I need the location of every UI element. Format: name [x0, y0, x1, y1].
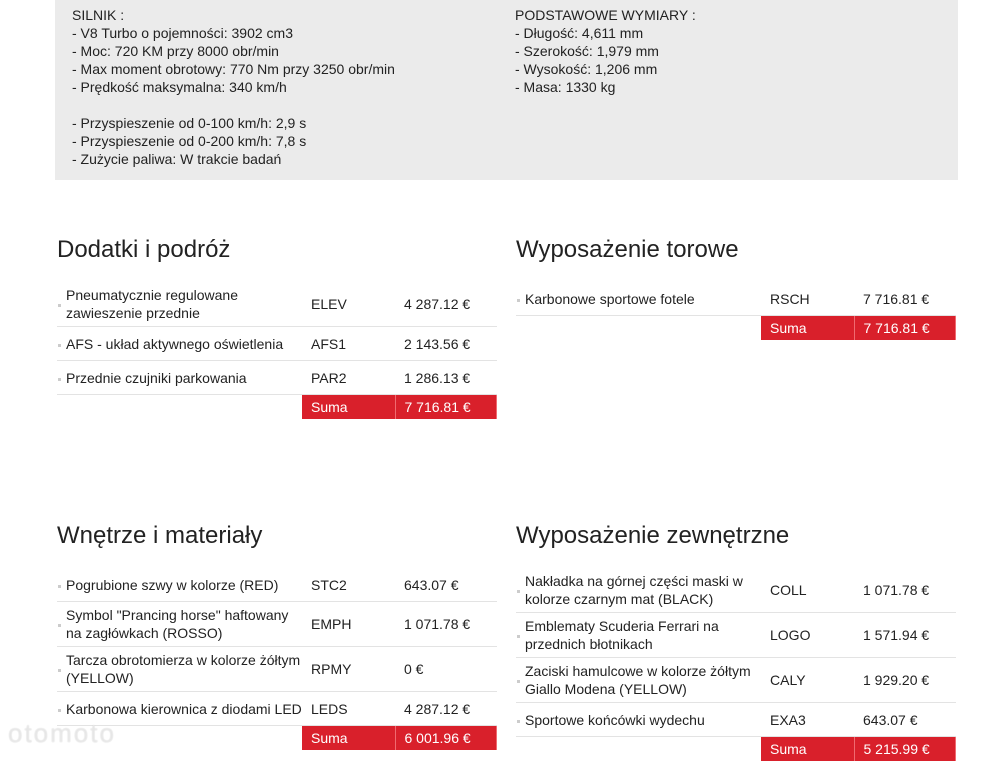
spec-line: - Przyspieszenie od 0-200 km/h: 7,8 s [72, 132, 395, 150]
option-code: RSCH [761, 282, 854, 316]
section-title: Wyposażenie zewnętrzne [516, 522, 956, 552]
dimension-specs [515, 6, 696, 96]
sum-value: 5 215.99 € [854, 737, 956, 761]
sum-row [516, 737, 956, 761]
sum-value: 6 001.96 € [395, 726, 497, 751]
option-code: LEDS [302, 692, 395, 726]
section-wyposazenie-zewnetrzne [516, 522, 956, 761]
option-name: Karbonowa kierownica z diodami LED [57, 692, 302, 726]
section-title: Dodatki i podróż [57, 236, 497, 266]
table-row [57, 361, 497, 395]
option-name: Pogrubione szwy w kolorze (RED) [57, 568, 302, 602]
sum-label: Suma [761, 737, 854, 761]
spec-line: - Długość: 4,611 mm [515, 24, 696, 42]
option-code: ELEV [302, 282, 395, 327]
table-row [57, 327, 497, 361]
option-price: 1 286.13 € [395, 361, 497, 395]
option-code: CALY [761, 658, 854, 703]
option-price: 7 716.81 € [854, 282, 956, 316]
option-name: Symbol "Prancing horse" haftowany na zagłówkach (ROSSO) [57, 602, 302, 647]
spec-line: - Przyspieszenie od 0-100 km/h: 2,9 s [72, 114, 395, 132]
spec-line: - Prędkość maksymalna: 340 km/h [72, 78, 395, 96]
option-name: Zaciski hamulcowe w kolorze żółtym Giallo Modena (YELLOW) [516, 658, 761, 703]
sum-value: 7 716.81 € [854, 316, 956, 341]
option-name: AFS - układ aktywnego oświetlenia [57, 327, 302, 361]
spec-box [55, 0, 958, 180]
option-code: LOGO [761, 613, 854, 658]
option-code: EXA3 [761, 703, 854, 737]
engine-specs [72, 6, 395, 168]
table-row [57, 282, 497, 327]
option-code: COLL [761, 568, 854, 613]
spec-line: - Masa: 1330 kg [515, 78, 696, 96]
options-table [57, 282, 497, 419]
watermark-logo: otomoto [8, 718, 116, 749]
option-price: 1 071.78 € [854, 568, 956, 613]
table-row [516, 658, 956, 703]
option-price: 0 € [395, 647, 497, 692]
table-row [57, 647, 497, 692]
option-price: 643.07 € [395, 568, 497, 602]
table-row [57, 568, 497, 602]
spec-line: - Szerokość: 1,979 mm [515, 42, 696, 60]
table-row [516, 282, 956, 316]
option-price: 2 143.56 € [395, 327, 497, 361]
section-wyposazenie-torowe [516, 236, 956, 340]
sum-row [57, 395, 497, 420]
spec-line: SILNIK : [72, 6, 395, 24]
spec-line: - Zużycie paliwa: W trakcie badań [72, 150, 395, 168]
option-name: Karbonowe sportowe fotele [516, 282, 761, 316]
table-row [57, 602, 497, 647]
option-price: 4 287.12 € [395, 692, 497, 726]
option-price: 643.07 € [854, 703, 956, 737]
option-code: RPMY [302, 647, 395, 692]
option-name: Tarcza obrotomierza w kolorze żółtym (YELLOW) [57, 647, 302, 692]
spec-line: - V8 Turbo o pojemności: 3902 cm3 [72, 24, 395, 42]
options-table [57, 568, 497, 750]
spec-line: PODSTAWOWE WYMIARY : [515, 6, 696, 24]
spec-line: - Moc: 720 KM przy 8000 obr/min [72, 42, 395, 60]
option-name: Przednie czujniki parkowania [57, 361, 302, 395]
option-price: 4 287.12 € [395, 282, 497, 327]
sum-row [516, 316, 956, 341]
option-code: PAR2 [302, 361, 395, 395]
option-name: Emblematy Scuderia Ferrari na przednich błotnikach [516, 613, 761, 658]
spec-line: - Wysokość: 1,206 mm [515, 60, 696, 78]
sum-label: Suma [302, 726, 395, 751]
section-title: Wnętrze i materiały [57, 522, 497, 552]
option-price: 1 071.78 € [395, 602, 497, 647]
spec-line [72, 96, 395, 114]
options-table [516, 282, 956, 340]
option-name: Pneumatycznie regulowane zawieszenie przednie [57, 282, 302, 327]
option-code: STC2 [302, 568, 395, 602]
option-code: AFS1 [302, 327, 395, 361]
option-name: Sportowe końcówki wydechu [516, 703, 761, 737]
section-dodatki [57, 236, 497, 419]
sum-row [57, 726, 497, 751]
section-wnetrze [57, 522, 497, 750]
table-row [516, 613, 956, 658]
option-code: EMPH [302, 602, 395, 647]
table-row [516, 703, 956, 737]
option-price: 1 571.94 € [854, 613, 956, 658]
sum-label: Suma [761, 316, 854, 341]
sum-label: Suma [302, 395, 395, 420]
table-row [516, 568, 956, 613]
option-price: 1 929.20 € [854, 658, 956, 703]
sum-value: 7 716.81 € [395, 395, 497, 420]
options-table [516, 568, 956, 761]
table-row [57, 692, 497, 726]
spec-line: - Max moment obrotowy: 770 Nm przy 3250 obr/min [72, 60, 395, 78]
section-title: Wyposażenie torowe [516, 236, 956, 266]
option-name: Nakładka na górnej części maski w kolorze czarnym mat (BLACK) [516, 568, 761, 613]
